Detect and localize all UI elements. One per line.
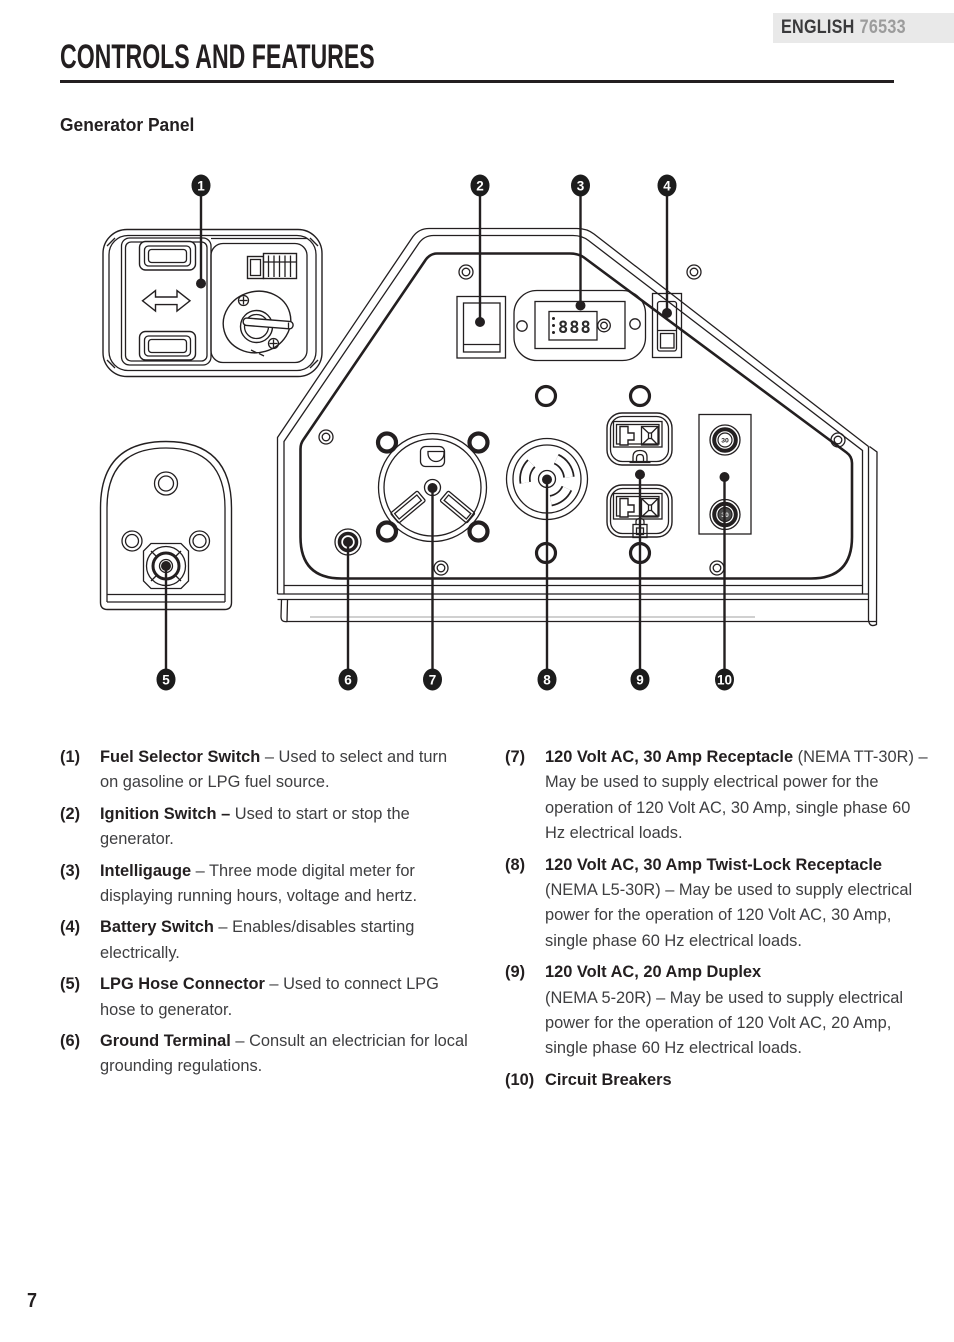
item-number: (8): [505, 855, 526, 874]
item-text: Ground Terminal – Consult an electrician for local grounding regulations.: [100, 1032, 468, 1076]
svg-text:6: 6: [344, 672, 352, 688]
callout-3: [571, 175, 590, 197]
callout-5: [157, 669, 176, 691]
item-text: Ignition Switch – Used to start or stop the generator.: [100, 804, 410, 849]
ground-slot-icon: [421, 447, 445, 467]
list-item-8: [505, 853, 932, 955]
item-text: 120 Volt AC, 20 Amp Duplex (NEMA 5-20R) – May be used to supply electrical power for the operation of 120 Volt AC, 20 Amp, single phase 60 Hz electrical loads.: [545, 963, 904, 1058]
item-text: 120 Volt AC, 30 Amp Receptacle (NEMA TT-30R) – May be used to supply electrical power for the operation of 120 Volt AC, 30 Amp, single phase 60 Hz electrical loads.: [545, 748, 928, 843]
item-number: (3): [60, 861, 81, 880]
svg-text:10: 10: [717, 672, 732, 688]
upper-outlet: [607, 413, 672, 465]
item-text: Fuel Selector Switch – Used to select and turn on gasoline or LPG fuel source.: [100, 748, 448, 792]
feature-list-right-column: [505, 745, 932, 1099]
item-number: (10): [505, 1070, 535, 1089]
latch-bottom: [140, 332, 196, 361]
callout-4: [658, 175, 677, 197]
feature-list-left-column: [60, 745, 468, 1099]
list-item-9: [505, 960, 932, 1062]
svg-text:9: 9: [636, 672, 644, 688]
item-number: (5): [60, 975, 81, 994]
page-title: CONTROLS AND FEATURES: [60, 38, 375, 76]
callout-10: [715, 669, 734, 691]
list-item-1: [60, 745, 468, 796]
svg-text:8: 8: [543, 672, 551, 688]
item-text: LPG Hose Connector – Used to connect LPG hose to generator.: [100, 975, 439, 1019]
item-text: Battery Switch – Enables/disables starting electrically.: [100, 918, 415, 962]
callout-2: [471, 175, 490, 197]
item-text: Circuit Breakers: [545, 1070, 672, 1089]
meter-display: 888: [558, 318, 592, 338]
svg-text:1: 1: [197, 178, 205, 194]
section-heading: Generator Panel: [60, 114, 195, 135]
connector-block: [248, 254, 297, 279]
language-label: ENGLISH: [781, 17, 855, 38]
feature-list: [60, 745, 932, 1099]
svg-text:30: 30: [721, 512, 729, 520]
callout-1: [192, 175, 211, 197]
svg-text:30: 30: [721, 437, 729, 445]
list-item-10: [505, 1068, 932, 1093]
svg-text:3: 3: [576, 178, 585, 194]
svg-text:2: 2: [476, 178, 484, 194]
fuel-selector-detail-drawing: [103, 230, 322, 377]
callout-7: [423, 669, 442, 691]
item-number: (2): [60, 804, 81, 823]
language-model-badge: [773, 13, 954, 43]
list-item-6: [60, 1029, 468, 1080]
model-number: 76533: [859, 17, 906, 38]
item-number: (7): [505, 748, 526, 766]
callout-6: [339, 669, 358, 691]
callout-9: [631, 669, 650, 691]
list-item-7: [505, 745, 932, 847]
title-rule: [60, 80, 894, 83]
breaker-upper: [710, 425, 740, 455]
svg-text:5: 5: [162, 672, 170, 688]
ignition-switch-drawing: [457, 297, 506, 359]
item-number: (6): [60, 1032, 81, 1051]
list-item-4: [60, 915, 468, 966]
list-item-3: [60, 859, 468, 910]
svg-text:7: 7: [428, 672, 437, 688]
latch-top: [140, 242, 196, 271]
item-number: (9): [505, 963, 526, 982]
generator-panel-diagram: [0, 160, 954, 705]
item-number: (1): [60, 748, 81, 766]
callout-8: [538, 669, 557, 691]
item-number: (4): [60, 918, 81, 937]
page-number: 7: [27, 1290, 38, 1312]
panel-housing-outline: [278, 229, 878, 626]
svg-text:4: 4: [663, 178, 671, 194]
item-text: Intelligauge – Three mode digital meter for displaying running hours, voltage and hertz.: [100, 861, 418, 906]
list-item-2: [60, 802, 468, 853]
list-item-5: [60, 972, 468, 1023]
item-text: 120 Volt AC, 30 Amp Twist-Lock Receptacle (NEMA L5-30R) – May be used to supply electrical power for the operation of 120 Volt AC, 30 Amp, single phase 60 Hz electrical loads.: [545, 855, 913, 950]
